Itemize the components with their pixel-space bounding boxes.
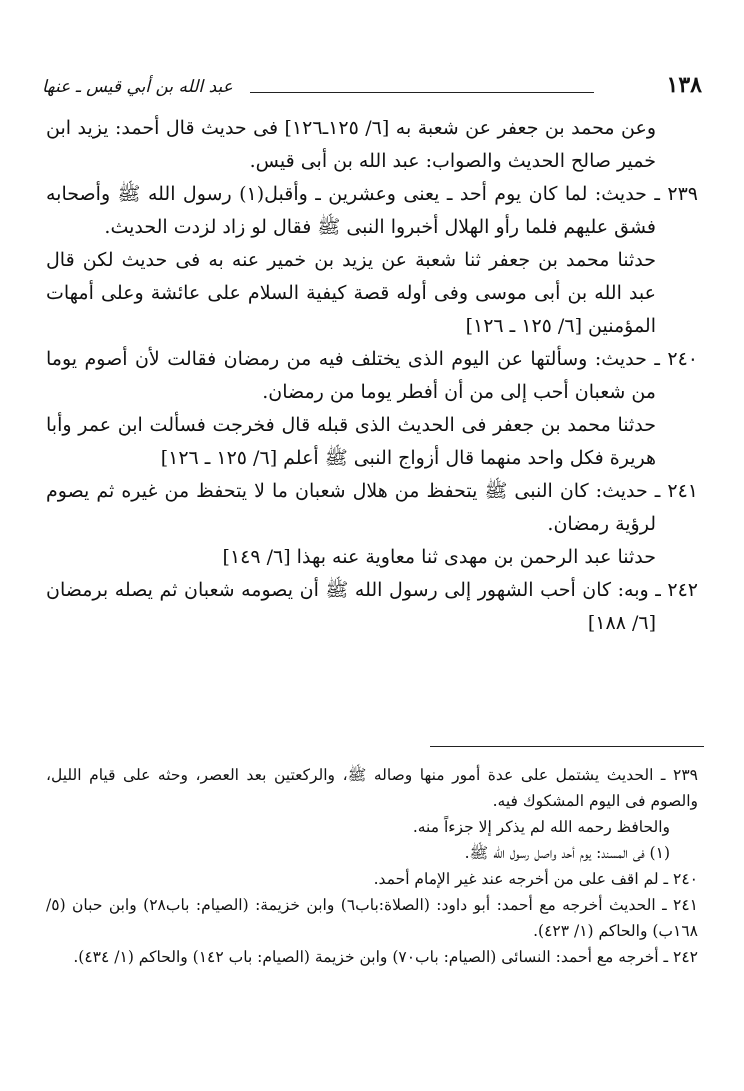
footnote-239: ٢٣٩ ـ الحديث يشتمل على عدة أمور منها وصاله ﷺ، والركعتين بعد العصر، وحثه على قيام الليل، والصوم فى اليوم المشكوك فيه.	[46, 766, 698, 810]
hadith-entry-241: ٢٤١ ـ حديث: كان النبى ﷺ يتحفظ من هلال شعبان ما لا يتحفظ من غيره ثم يصوم لرؤية رمضان.	[46, 480, 698, 535]
footnote-240: ٢٤٠ ـ لم اقف على من أخرجه عند غير الإمام أحمد.	[373, 870, 698, 888]
page-header	[42, 62, 702, 96]
paragraph: وعن محمد بن جعفر عن شعبة به [٦/ ١٢٥ـ١٢٦] فى حديث قال أحمد: يزيد ابن خمير صالح الحديث والصواب: عبد الله بن أبى قيس.	[46, 117, 656, 172]
footnote-242: ٢٤٢ ـ أخرجه مع أحمد: النسائى (الصيام: باب٧٠) وابن خزيمة (الصيام: باب ١٤٢) والحاكم (١/ ٤٣٤).	[73, 948, 698, 966]
paragraph: حدثنا عبد الرحمن بن مهدى ثنا معاوية عنه بهذا [٦/ ١٤٩]	[222, 546, 656, 568]
footnote-241: ٢٤١ ـ الحديث أخرجه مع أحمد: أبو داود: (الصلاة:باب٦) وابن خزيمة: (الصيام: باب٢٨) وابن حبان (٥/ ١٦٨ب) والحاكم (١/ ٤٢٣).	[46, 896, 699, 940]
header-rule	[250, 92, 594, 93]
running-title: عبد الله بن أبي قيس ـ عنها	[42, 77, 233, 97]
footnote-note: والحافظ رحمه الله لم يذكر إلا جزءاً منه.	[412, 818, 670, 836]
footnote-1: (١) فى المسند: يوم أحد واصل رسول الله ﷺ.	[464, 844, 670, 862]
main-text	[46, 112, 698, 640]
hadith-entry-242: ٢٤٢ ـ وبه: كان أحب الشهور إلى رسول الله ﷺ أن يصومه شعبان ثم يصله برمضان [٦/ ١٨٨]	[46, 579, 698, 634]
hadith-entry-239: ٢٣٩ ـ حديث: لما كان يوم أحد ـ يعنى وعشرين ـ وأقبل(١) رسول الله ﷺ وأصحابه فشق عليهم فلما رأو الهلال أخبروا النبى ﷺ فقال لو زاد لزدت الحديث.	[46, 183, 698, 238]
paragraph: حدثنا محمد بن جعفر ثنا شعبة عن يزيد بن خمير عنه به فى حديث لكن قال عبد الله بن أبى موسى وفى أوله قصة كيفية السلام على عائشة وعلى أمهات المؤمنين [٦/ ١٢٥ ـ ١٢٦]	[46, 249, 656, 337]
paragraph: حدثنا محمد بن جعفر فى الحديث الذى قبله قال فخرجت فسألت ابن عمر وأبا هريرة فكل واحد منهما قال أزواج النبى ﷺ أعلم [٦/ ١٢٥ ـ ١٢٦]	[46, 414, 656, 469]
page-number: ١٣٨	[666, 72, 702, 98]
footnote-rule	[430, 746, 704, 747]
hadith-entry-240: ٢٤٠ ـ حديث: وسألتها عن اليوم الذى يختلف فيه من رمضان فقالت لأن أصوم يوما من شعبان أحب إلى من أن أفطر يوما من رمضان.	[46, 348, 698, 403]
footnotes	[46, 762, 698, 970]
